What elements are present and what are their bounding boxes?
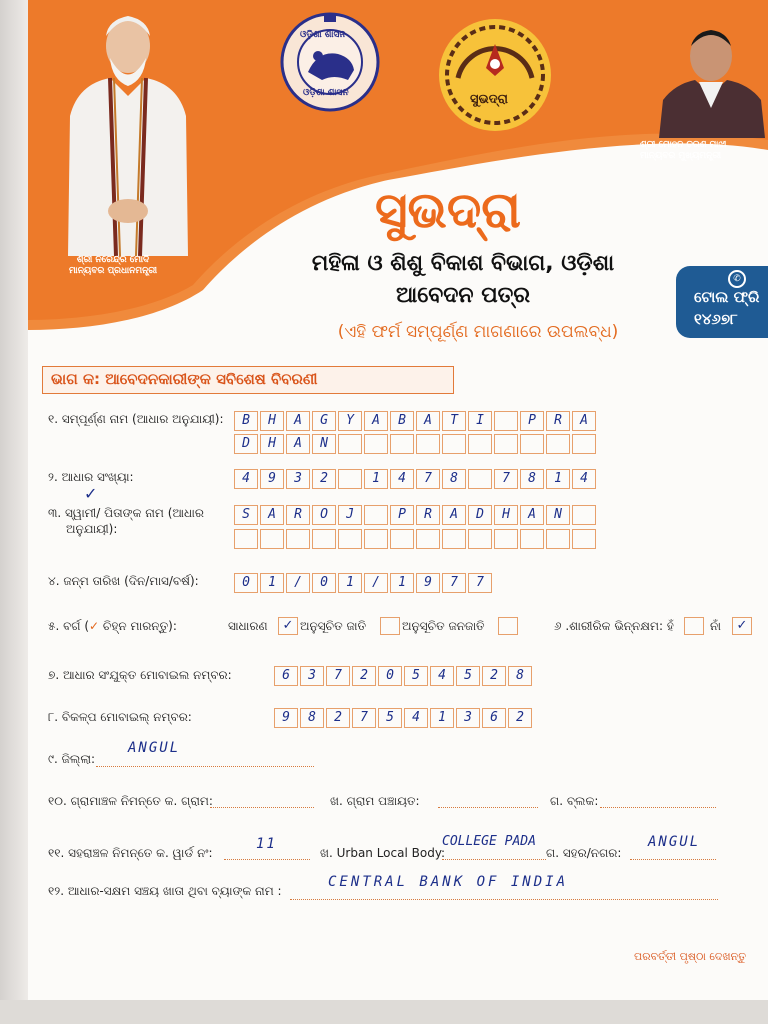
char-box[interactable]: A	[520, 505, 544, 525]
char-box[interactable]: 4	[234, 469, 258, 489]
phone-icon: ✆	[728, 270, 746, 288]
category-label: ୫. ବର୍ଗ (✓ ଚିହ୍ନ ମାରନ୍ତୁ):	[48, 619, 177, 633]
department-name: ମହିଳା ଓ ଶିଶୁ ବିକାଶ ବିଭାଗ, ଓଡ଼ିଶା	[311, 251, 615, 276]
char-box[interactable]: A	[286, 434, 310, 454]
char-box[interactable]	[338, 469, 362, 489]
char-box[interactable]: G	[312, 411, 336, 431]
page-shadow	[0, 0, 28, 1024]
char-box[interactable]: T	[442, 411, 466, 431]
char-box[interactable]	[494, 434, 518, 454]
aadhaar-boxes[interactable]	[234, 469, 598, 489]
form-name: ଆବେଦନ ପତ୍ର	[395, 283, 531, 308]
tick-icon: ✓	[89, 619, 100, 633]
char-box[interactable]: 4	[430, 666, 454, 686]
review-tick-icon: ✓	[84, 484, 98, 503]
char-box[interactable]	[546, 529, 570, 549]
logo-text: ସୁଭଦ୍ରା	[470, 92, 508, 107]
char-box[interactable]: H	[494, 505, 518, 525]
disabled-yes-checkbox[interactable]	[684, 617, 704, 635]
disabled-no-checkbox[interactable]: ✓	[732, 617, 752, 635]
char-box[interactable]	[520, 434, 544, 454]
char-box[interactable]: 1	[430, 708, 454, 728]
ward-line	[224, 858, 310, 860]
char-box[interactable]: 2	[482, 666, 506, 686]
aadhaar-label: ୨. ଆଧାର ସଂଖ୍ୟା:	[48, 470, 134, 484]
char-box[interactable]	[364, 434, 388, 454]
char-box[interactable]: Y	[338, 411, 362, 431]
char-box[interactable]	[338, 529, 362, 549]
char-box[interactable]: 3	[300, 666, 324, 686]
section-header	[42, 366, 454, 394]
spouse-label: ୩. ସ୍ୱାମୀ/ ପିତାଙ୍କ ନାମ (ଆଧାର	[48, 506, 204, 520]
section-title: ଭାଗ କ: ଆବେଦନକାରୀଙ୍କ ସବିଶେଷ ବିବରଣୀ	[51, 370, 318, 388]
char-box[interactable]	[520, 529, 544, 549]
char-box[interactable]: 9	[416, 573, 440, 593]
char-box[interactable]	[390, 434, 414, 454]
char-box[interactable]: I	[468, 411, 492, 431]
dob-label: ୪. ଜନ୍ମ ତାରିଖ (ଦିନ/ମାସ/ବର୍ଷ):	[48, 574, 199, 588]
char-box[interactable]	[416, 529, 440, 549]
category-sc-checkbox[interactable]	[380, 617, 400, 635]
char-box[interactable]: P	[520, 411, 544, 431]
char-box[interactable]: 9	[260, 469, 284, 489]
char-box[interactable]: 2	[312, 469, 336, 489]
free-form-note: (ଏହି ଫର୍ମ ସମ୍ପୂର୍ଣ୍ଣ ମାଗଣାରେ ଉପଲବ୍ଧ)	[337, 322, 619, 342]
alt-mobile-boxes[interactable]	[274, 708, 534, 728]
char-box[interactable]: R	[416, 505, 440, 525]
char-box[interactable]: 8	[508, 666, 532, 686]
bank-line	[290, 898, 718, 900]
char-box[interactable]: 1	[390, 573, 414, 593]
char-box[interactable]: A	[572, 411, 596, 431]
char-box[interactable]: 2	[508, 708, 532, 728]
seal-text-top: ଓଡ଼ିଶା ଶାସନ	[300, 30, 346, 40]
village-line[interactable]	[210, 806, 314, 808]
char-box[interactable]: 3	[456, 708, 480, 728]
char-box[interactable]: H	[260, 411, 284, 431]
odisha-seal-icon	[278, 10, 382, 114]
seal-text-bottom: ଓଡ଼ିଶା ଶାସନ	[303, 88, 349, 98]
char-box[interactable]	[572, 529, 596, 549]
char-box[interactable]: A	[260, 505, 284, 525]
table-surface	[0, 1000, 768, 1024]
char-box[interactable]: /	[364, 573, 388, 593]
block-label: ଗ. ବ୍ଲକ:	[550, 794, 599, 808]
char-box[interactable]: 7	[416, 469, 440, 489]
chief-minister-photo	[653, 18, 768, 138]
disabled-no-label: ନାଁ	[710, 619, 722, 633]
char-box[interactable]	[364, 529, 388, 549]
char-box[interactable]: P	[390, 505, 414, 525]
char-box[interactable]: B	[390, 411, 414, 431]
disabled-label: ୬ .ଶାରୀରିକ ଭିନ୍ନକ୍ଷମ: ହଁ	[554, 619, 674, 633]
district-value[interactable]: ANGUL	[128, 740, 181, 756]
category-general-checkbox[interactable]: ✓	[278, 617, 298, 635]
char-box[interactable]: 5	[404, 666, 428, 686]
mobile-boxes[interactable]	[274, 666, 534, 686]
urban-ward-label: ୧୧. ସହରାଞ୍ଚଳ ନିମନ୍ତେ କ. ୱାର୍ଡ ନଂ:	[48, 846, 213, 860]
char-box[interactable]: 4	[404, 708, 428, 728]
char-box[interactable]	[286, 529, 310, 549]
char-box[interactable]	[416, 434, 440, 454]
char-box[interactable]: 1	[364, 469, 388, 489]
ulb-value[interactable]: COLLEGE PADA	[442, 834, 536, 849]
char-box[interactable]: R	[286, 505, 310, 525]
char-box[interactable]: 8	[300, 708, 324, 728]
char-box[interactable]	[546, 434, 570, 454]
city-line	[630, 858, 716, 860]
city-value[interactable]: ANGUL	[648, 834, 701, 850]
char-box[interactable]	[234, 529, 258, 549]
char-box[interactable]: 0	[312, 573, 336, 593]
char-box[interactable]: 6	[274, 666, 298, 686]
char-box[interactable]: 7	[326, 666, 350, 686]
prime-minister-photo	[48, 6, 208, 256]
char-box[interactable]	[468, 529, 492, 549]
bank-label: ୧୨. ଆଧାର-ସକ୍ଷମ ସଞ୍ଚୟ ଖାତା ଥିବା ବ୍ୟାଙ୍କ ନାମ :	[48, 884, 282, 898]
char-box[interactable]: 6	[482, 708, 506, 728]
next-page-note: ପରବର୍ତ୍ତୀ ପୃଷ୍ଠା ଦେଖନ୍ତୁ	[634, 950, 747, 963]
category-general-label: ସାଧାରଣ	[228, 619, 268, 633]
rural-village-label: ୧୦. ଗ୍ରାମାଞ୍ଚଳ ନିମନ୍ତେ କ. ଗ୍ରାମ:	[48, 794, 213, 808]
char-box[interactable]: B	[234, 411, 258, 431]
char-box[interactable]: 7	[468, 573, 492, 593]
char-box[interactable]	[572, 434, 596, 454]
char-box[interactable]: D	[468, 505, 492, 525]
char-box[interactable]	[494, 529, 518, 549]
toll-free-number: ୧୪୬୭୮	[694, 310, 738, 328]
char-box[interactable]	[260, 529, 284, 549]
char-box[interactable]: /	[286, 573, 310, 593]
city-label: ଗ. ସହର/ନଗର:	[546, 846, 622, 860]
char-box[interactable]	[442, 529, 466, 549]
char-box[interactable]: 1	[546, 469, 570, 489]
category-sc-label: ଅନୁସୂଚିତ ଜାତି	[300, 619, 367, 633]
spouse-boxes-row1[interactable]	[234, 505, 598, 525]
name-label: ୧. ସମ୍ପୂର୍ଣ୍ଣ ନାମ (ଆଧାର ଅନୁଯାୟୀ):	[48, 412, 224, 426]
gram-panchayat-label: ଖ. ଗ୍ରାମ ପଞ୍ଚାୟତ:	[330, 794, 420, 808]
char-box[interactable]: A	[416, 411, 440, 431]
gram-panchayat-line[interactable]	[438, 806, 538, 808]
char-box[interactable]: 2	[326, 708, 350, 728]
chief-minister-caption: ଶ୍ରୀ ମୋହନ ଚରଣ ମାଝୀ ମାନ୍ୟବର ମୁଖ୍ୟମନ୍ତ୍ରୀ	[640, 140, 727, 161]
char-box[interactable]: 8	[520, 469, 544, 489]
char-box[interactable]	[312, 529, 336, 549]
char-box[interactable]: J	[338, 505, 362, 525]
char-box[interactable]: 3	[286, 469, 310, 489]
char-box[interactable]: 7	[494, 469, 518, 489]
char-box[interactable]: R	[546, 411, 570, 431]
char-box[interactable]: A	[286, 411, 310, 431]
char-box[interactable]: 9	[274, 708, 298, 728]
char-box[interactable]	[494, 411, 518, 431]
char-box[interactable]: 1	[260, 573, 284, 593]
mobile-label: ୭. ଆଧାର ସଂଯୁକ୍ତ ମୋବାଇଲ ନମ୍ବର:	[48, 668, 232, 682]
district-line	[96, 765, 314, 767]
char-box[interactable]: N	[312, 434, 336, 454]
char-box[interactable]: 8	[442, 469, 466, 489]
char-box[interactable]: O	[312, 505, 336, 525]
char-box[interactable]: 5	[378, 708, 402, 728]
name-boxes-row1[interactable]	[234, 411, 598, 431]
ulb-line	[442, 858, 546, 860]
category-st-checkbox[interactable]	[498, 617, 518, 635]
char-box[interactable]	[468, 469, 492, 489]
district-label: ୯. ଜିଲ୍ଲା:	[48, 752, 96, 766]
char-box[interactable]: 0	[234, 573, 258, 593]
name-boxes-row2[interactable]	[234, 434, 598, 454]
prime-minister-caption: ଶ୍ରୀ ନରେନ୍ଦ୍ର ମୋଦି ମାନ୍ୟବର ପ୍ରଧାନମନ୍ତ୍ରୀ	[68, 255, 158, 276]
char-box[interactable]: 2	[352, 666, 376, 686]
char-box[interactable]	[364, 505, 388, 525]
ulb-label: ଖ. Urban Local Body:	[320, 846, 446, 860]
char-box[interactable]: 5	[456, 666, 480, 686]
char-box[interactable]: 0	[378, 666, 402, 686]
block-line[interactable]	[600, 806, 716, 808]
char-box[interactable]: N	[546, 505, 570, 525]
char-box[interactable]: D	[234, 434, 258, 454]
ward-value[interactable]: 11	[256, 836, 277, 852]
spouse-label-2: ଅନୁଯାୟୀ):	[66, 522, 118, 536]
category-st-label: ଅନୁସୂଚିତ ଜନଜାତି	[402, 619, 485, 633]
char-box[interactable]: H	[260, 434, 284, 454]
toll-free-label: ଟୋଲ ଫ୍ରି	[694, 288, 760, 306]
char-box[interactable]: 1	[338, 573, 362, 593]
char-box[interactable]	[390, 529, 414, 549]
subhadra-logo-icon	[436, 16, 554, 134]
char-box[interactable]: A	[442, 505, 466, 525]
char-box[interactable]	[442, 434, 466, 454]
char-box[interactable]	[468, 434, 492, 454]
application-form-page	[28, 0, 768, 1000]
char-box[interactable]: A	[364, 411, 388, 431]
char-box[interactable]: 4	[390, 469, 414, 489]
toll-free-badge	[676, 266, 768, 338]
char-box[interactable]: 4	[572, 469, 596, 489]
alt-mobile-label: ୮. ବିକଳ୍ପ ମୋବାଇଲ୍ ନମ୍ବର:	[48, 710, 192, 724]
dob-boxes[interactable]	[234, 573, 494, 593]
char-box[interactable]: 7	[352, 708, 376, 728]
bank-value[interactable]: CENTRAL BANK OF INDIA	[328, 874, 569, 890]
char-box[interactable]	[572, 505, 596, 525]
spouse-boxes-row2[interactable]	[234, 529, 598, 549]
char-box[interactable]	[338, 434, 362, 454]
scheme-title: ସୁଭଦ୍ରା	[374, 181, 522, 239]
char-box[interactable]: S	[234, 505, 258, 525]
char-box[interactable]: 7	[442, 573, 466, 593]
